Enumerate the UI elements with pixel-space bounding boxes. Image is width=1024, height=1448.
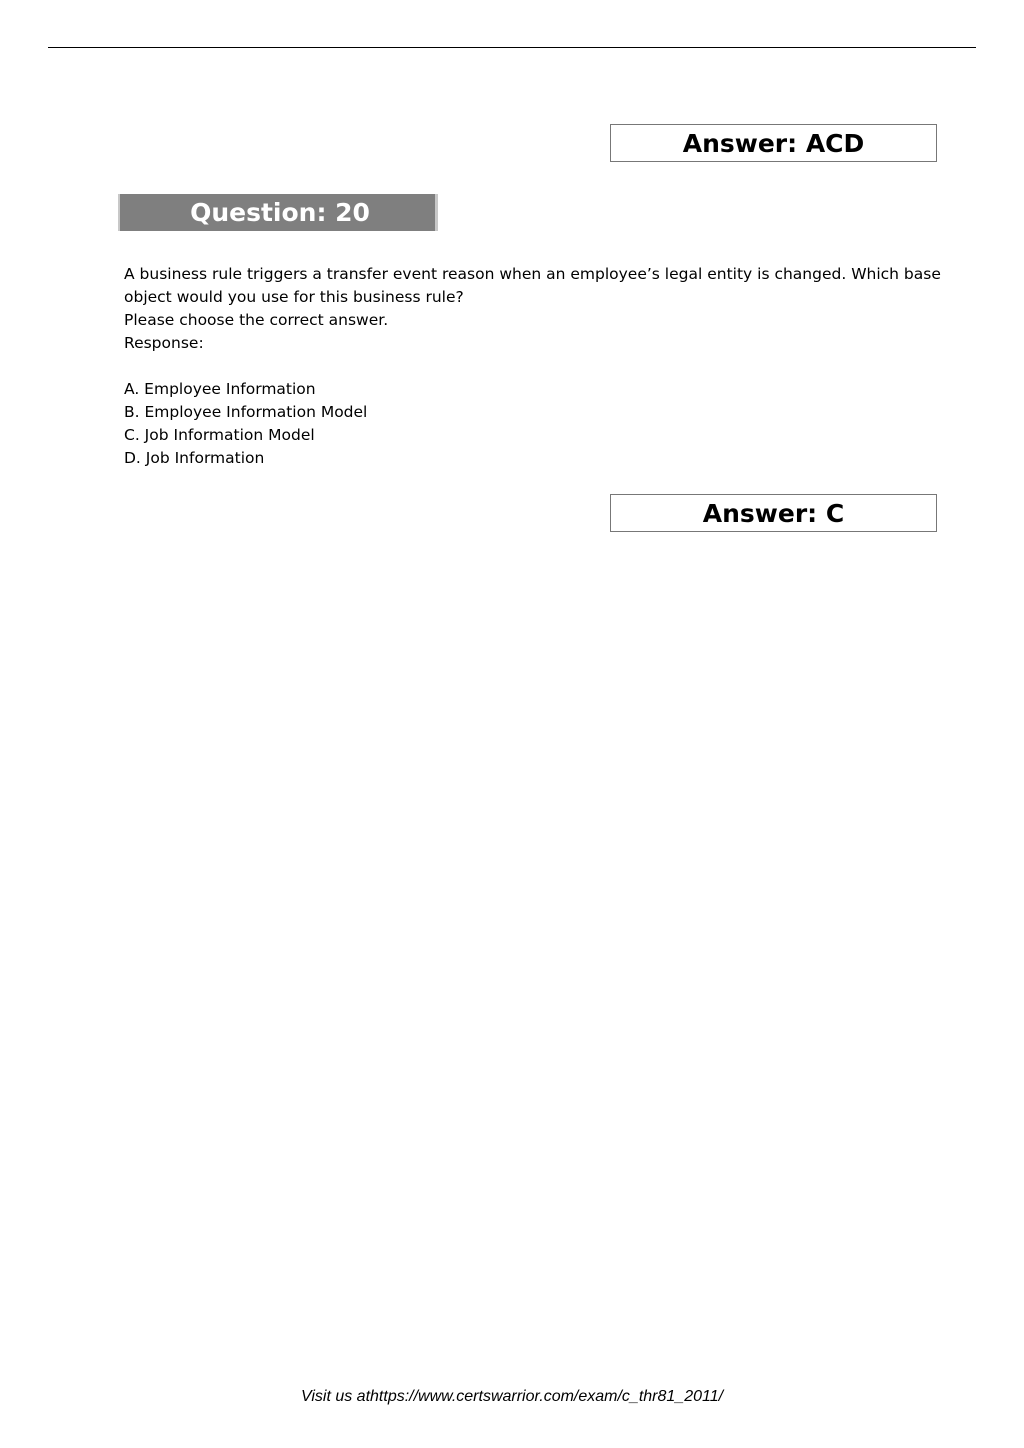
question-text-line-1: A business rule triggers a transfer event reason when an employee’s legal entity is changed. Which base bbox=[124, 265, 941, 283]
footer-link[interactable] bbox=[0, 1388, 1024, 1406]
question-header bbox=[118, 194, 438, 231]
question-body bbox=[124, 263, 944, 470]
answer-options bbox=[124, 378, 944, 470]
footer-text[interactable]: Visit us athttps://www.certswarrior.com/exam/c_thr81_2011/ bbox=[300, 1388, 724, 1405]
previous-answer-label: Answer: ACD bbox=[682, 129, 865, 158]
option-c: C. Job Information Model bbox=[124, 426, 315, 444]
header-rule bbox=[48, 47, 976, 48]
question-number: Question: 20 bbox=[190, 198, 370, 227]
response-label: Response: bbox=[124, 334, 204, 352]
option-d: D. Job Information bbox=[124, 449, 265, 467]
spacer bbox=[124, 355, 944, 378]
option-a: A. Employee Information bbox=[124, 380, 316, 398]
question-text-line-2: object would you use for this business rule? bbox=[124, 288, 464, 306]
option-b: B. Employee Information Model bbox=[124, 403, 368, 421]
previous-answer-box bbox=[610, 124, 937, 162]
current-answer-box bbox=[610, 494, 937, 532]
question-instruction: Please choose the correct answer. bbox=[124, 311, 389, 329]
current-answer-label: Answer: C bbox=[702, 499, 845, 528]
